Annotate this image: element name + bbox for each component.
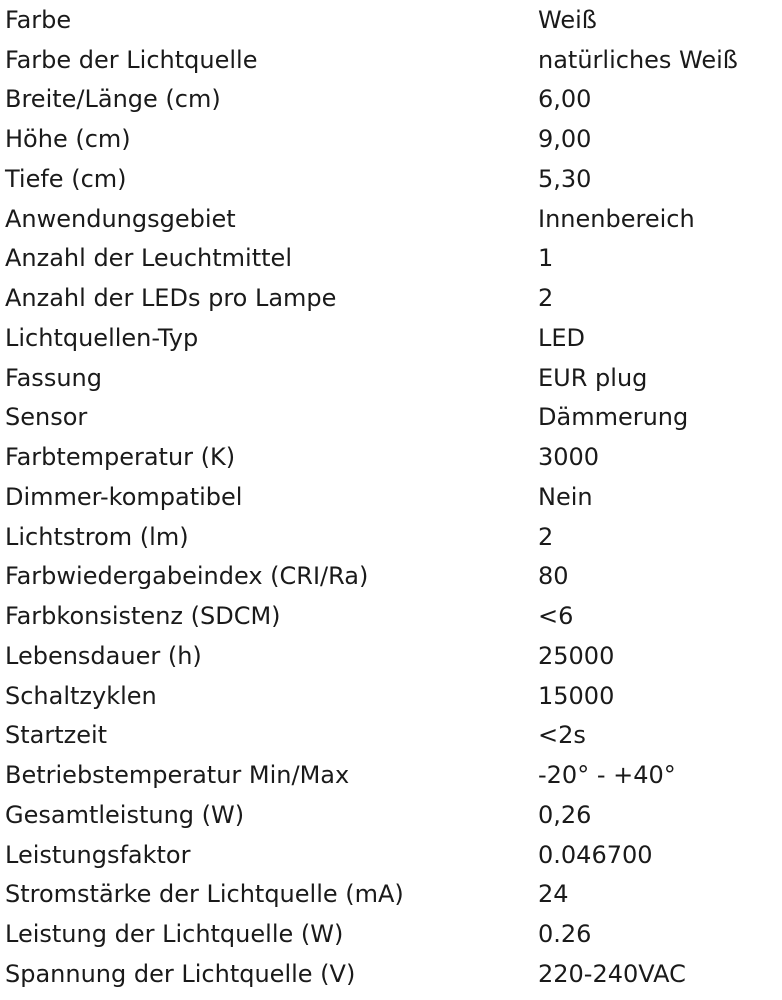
spec-value: 15000 xyxy=(538,681,615,710)
spec-row xyxy=(0,716,782,756)
spec-label: Stromstärke der Lichtquelle (mA) xyxy=(5,880,404,909)
spec-value: natürliches Weiß xyxy=(538,45,738,74)
spec-row xyxy=(0,755,782,795)
spec-row xyxy=(0,239,782,279)
spec-label: Schaltzyklen xyxy=(5,681,157,710)
spec-label: Höhe (cm) xyxy=(5,125,131,154)
spec-value: 0,26 xyxy=(538,800,592,829)
spec-value: 220-240VAC xyxy=(538,959,686,988)
spec-label: Lichtstrom (lm) xyxy=(5,522,189,551)
spec-value: Innenbereich xyxy=(538,204,695,233)
spec-row xyxy=(0,40,782,80)
spec-row xyxy=(0,914,782,954)
spec-value: <6 xyxy=(538,602,574,631)
spec-label: Breite/Länge (cm) xyxy=(5,85,221,114)
spec-value: 0.046700 xyxy=(538,840,653,869)
spec-value: Dämmerung xyxy=(538,403,689,432)
spec-value: 80 xyxy=(538,562,569,591)
spec-label: Tiefe (cm) xyxy=(5,164,127,193)
spec-row xyxy=(0,199,782,239)
spec-row xyxy=(0,278,782,318)
spec-label: Anzahl der Leuchtmittel xyxy=(5,244,292,273)
spec-row xyxy=(0,676,782,716)
spec-row xyxy=(0,358,782,398)
spec-value: Weiß xyxy=(538,5,597,34)
spec-row xyxy=(0,159,782,199)
spec-value: 25000 xyxy=(538,641,615,670)
spec-row xyxy=(0,954,782,994)
spec-row xyxy=(0,398,782,438)
spec-row xyxy=(0,119,782,159)
spec-row xyxy=(0,875,782,915)
spec-label: Spannung der Lichtquelle (V) xyxy=(5,959,356,988)
spec-row xyxy=(0,0,782,40)
spec-label: Anzahl der LEDs pro Lampe xyxy=(5,284,337,313)
spec-label: Farbe xyxy=(5,5,72,34)
spec-value: 1 xyxy=(538,244,554,273)
spec-label: Farbkonsistenz (SDCM) xyxy=(5,602,281,631)
spec-row xyxy=(0,835,782,875)
spec-label: Leistungsfaktor xyxy=(5,840,191,869)
spec-label: Anwendungsgebiet xyxy=(5,204,236,233)
spec-value: -20° - +40° xyxy=(538,761,676,790)
spec-row xyxy=(0,517,782,557)
spec-value: <2s xyxy=(538,721,586,750)
spec-value: 3000 xyxy=(538,443,600,472)
spec-row xyxy=(0,477,782,517)
spec-value: 9,00 xyxy=(538,125,592,154)
spec-label: Lichtquellen-Typ xyxy=(5,323,199,352)
spec-value: 5,30 xyxy=(538,164,592,193)
spec-value: 2 xyxy=(538,284,554,313)
spec-value: LED xyxy=(538,323,586,352)
spec-value: 24 xyxy=(538,880,569,909)
spec-value: 6,00 xyxy=(538,85,592,114)
spec-value: EUR plug xyxy=(538,363,648,392)
spec-label: Farbe der Lichtquelle xyxy=(5,45,258,74)
spec-row xyxy=(0,437,782,477)
spec-label: Startzeit xyxy=(5,721,108,750)
spec-label: Lebensdauer (h) xyxy=(5,641,202,670)
spec-label: Leistung der Lichtquelle (W) xyxy=(5,920,344,949)
spec-row xyxy=(0,795,782,835)
spec-label: Farbtemperatur (K) xyxy=(5,443,236,472)
spec-label: Gesamtleistung (W) xyxy=(5,800,245,829)
spec-row xyxy=(0,596,782,636)
spec-value: Nein xyxy=(538,482,593,511)
spec-value: 0.26 xyxy=(538,920,592,949)
spec-value: 2 xyxy=(538,522,554,551)
spec-label: Fassung xyxy=(5,363,102,392)
spec-row xyxy=(0,318,782,358)
spec-row xyxy=(0,80,782,120)
spec-label: Dimmer-kompatibel xyxy=(5,482,243,511)
spec-row xyxy=(0,636,782,676)
spec-label: Sensor xyxy=(5,403,88,432)
spec-label: Betriebstemperatur Min/Max xyxy=(5,761,350,790)
spec-label: Farbwiedergabeindex (CRI/Ra) xyxy=(5,562,369,591)
spec-row xyxy=(0,557,782,597)
